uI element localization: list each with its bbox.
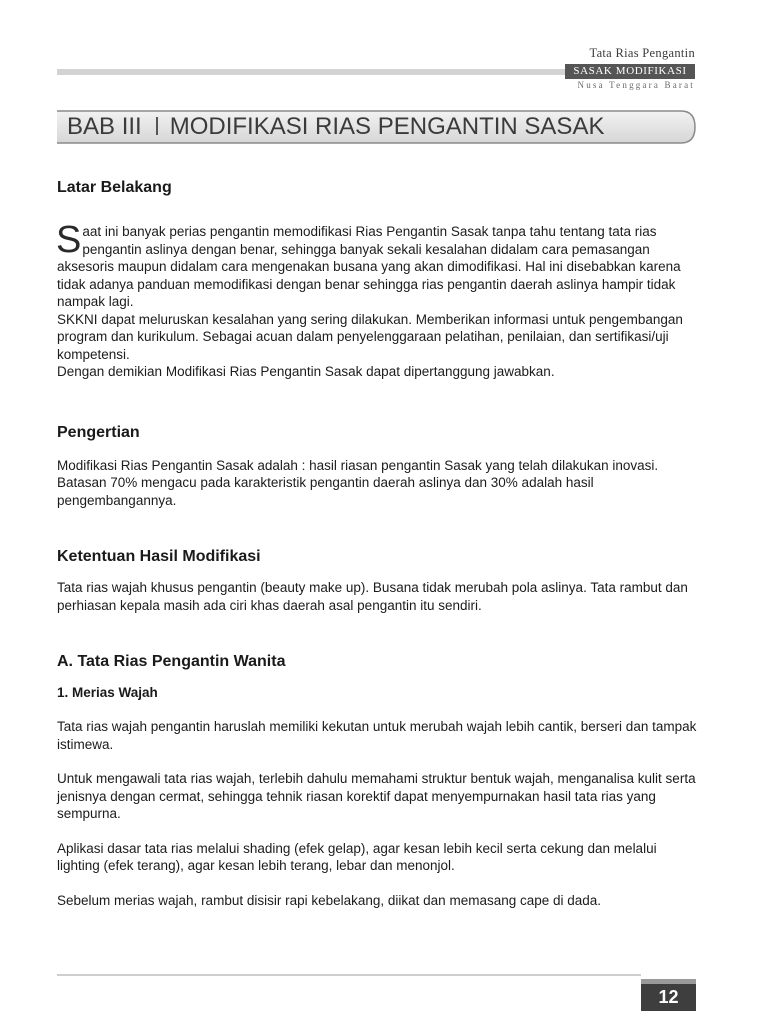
section-heading-ketentuan: Ketentuan Hasil Modifikasi [57, 548, 261, 565]
brand-subtitle: SASAK MODIFIKASI [565, 64, 695, 79]
latar-paragraph-2: SKKNI dapat meluruskan kesalahan yang sering dilakukan. Memberikan informasi untuk pengembangan program dan kurikulum. Sebagai acuan dalam penyelenggaraan pelatihan, penilaian, dan sertifikasi/uji kompetensi. [57, 311, 683, 362]
chapter-heading [67, 112, 604, 142]
page-number: 12 [641, 984, 696, 1011]
pengertian-paragraph: Modifikasi Rias Pengantin Sasak adalah : hasil riasan pengantin Sasak yang telah dilakukan inovasi. Batasan 70% mengacu pada karakteristik pengantin daerah aslinya dan 30% adalah hasil pengembangannya. [57, 457, 659, 508]
section-heading-latar-belakang: Latar Belakang [57, 179, 172, 196]
merias-paragraph-4: Sebelum merias wajah, rambut disisir rapi kebelakang, diikat dan memasang cape di dada. [57, 892, 602, 908]
section-heading-pengertian: Pengertian [57, 423, 140, 441]
latar-paragraph-3: Dengan demikian Modifikasi Rias Pengantin Sasak dapat dipertanggung jawabkan. [57, 364, 555, 379]
chapter-title: MODIFIKASI RIAS PENGANTIN SASAK [169, 113, 605, 140]
header-brand [565, 45, 695, 92]
chapter-number: BAB III [67, 113, 142, 140]
section-heading-tata-rias: A. Tata Rias Pengantin Wanita [57, 653, 286, 670]
brand-region: Nusa Tenggara Barat [577, 80, 695, 90]
subsection-heading-merias-wajah: 1. Merias Wajah [57, 685, 158, 700]
page-number-box [641, 979, 696, 1011]
page-content [57, 178, 697, 909]
drop-cap: S [56, 219, 82, 261]
latar-paragraph-1: Saat ini banyak perias pengantin memodifikasi Rias Pengantin Sasak tanpa tahu tentang tata rias pengantin aslinya dengan benar, sehingga banyak sekali kesalahan didalam cara pemasangan aksesoris maupun didalam cara mengenakan busana yang akan dimodifikasi. Hal ini disebabkan karena tidak adanya panduan memodifikasi dengan benar sehingga rias pengantin daerah aslinya hampir tidak nampak lagi. [56, 219, 681, 309]
ketentuan-paragraph: Tata rias wajah khusus pengantin (beauty make up). Busana tidak merubah pola aslinya. Tata rambut dan perhiasan kepala masih ada ciri khas daerah asal pengantin itu sendiri. [57, 580, 688, 613]
footer-rule [57, 974, 641, 976]
merias-paragraph-1: Tata rias wajah pengantin haruslah memiliki kekutan untuk merubah wajah lebih cantik, berseri dan tampak istimewa. [57, 719, 697, 752]
chapter-banner [57, 110, 695, 144]
brand-title: Tata Rias Pengantin [589, 46, 695, 60]
merias-paragraph-3: Aplikasi dasar tata rias melalui shading (efek gelap), agar kesan lebih kecil serta cekung dan melalui lighting (efek terang), agar kesan lebih terang, lebar dan menonjol. [57, 840, 657, 873]
merias-paragraph-2: Untuk mengawali tata rias wajah, terlebih dahulu memahami struktur bentuk wajah, menganalisa kulit serta jenisnya dengan cermat, sehingga tehnik riasan korektif dapat menyempurnakan hasil tata rias yang sempurna. [57, 771, 696, 821]
header-rule [57, 69, 565, 75]
chapter-divider [156, 117, 158, 135]
